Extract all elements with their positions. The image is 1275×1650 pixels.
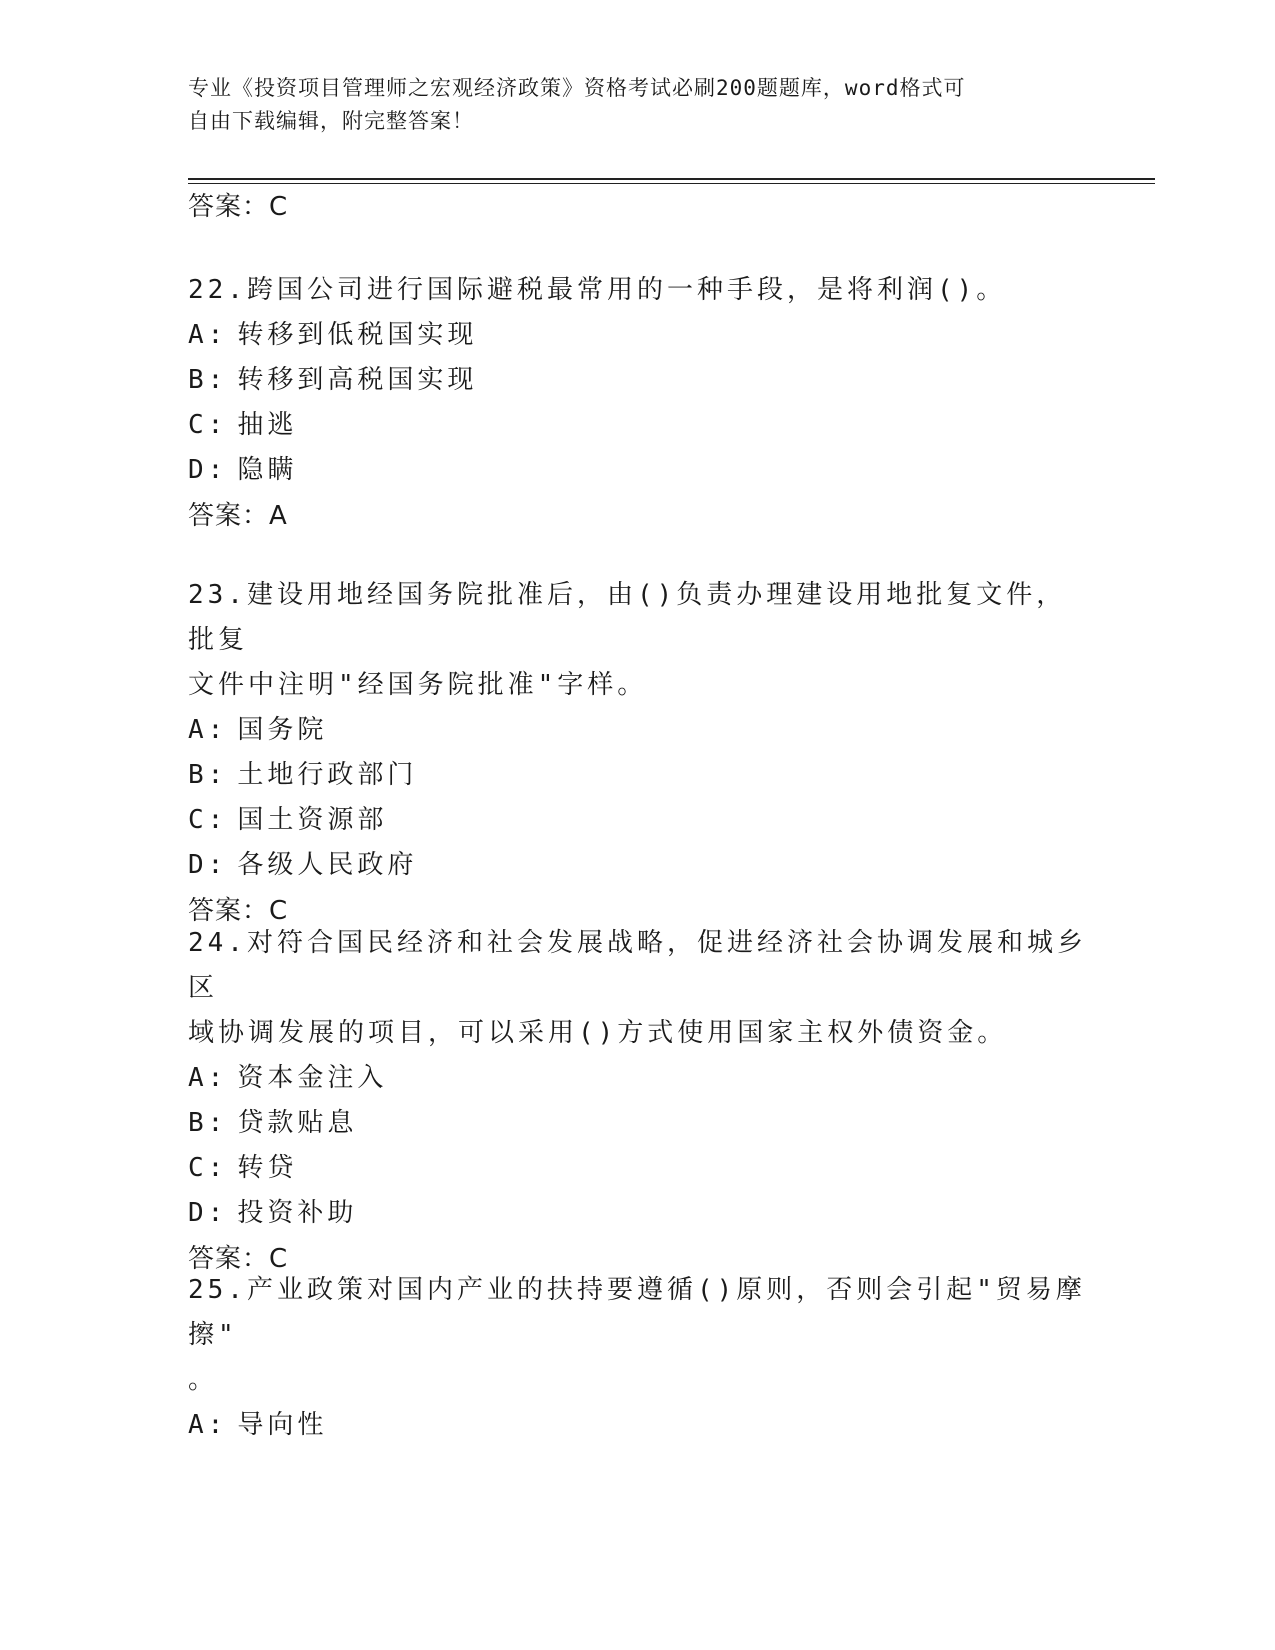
option-c <box>188 798 1088 843</box>
option-text: 投资补助 <box>237 1198 358 1228</box>
option-key: B: <box>188 760 228 790</box>
question-stem-line-1: 24.对符合国民经济和社会发展战略，促进经济社会协调发展和城乡区 <box>188 928 1087 1003</box>
question-stem-line-1: 23.建设用地经国务院批准后，由()负责办理建设用地批复文件，批复 <box>188 580 1067 655</box>
answer: 答案：C <box>188 896 289 926</box>
question-stem-line-1: 25.产业政策对国内产业的扶持要遵循()原则，否则会引起"贸易摩擦" <box>188 1275 1086 1350</box>
option-d <box>188 843 1088 888</box>
option-key: D: <box>188 455 228 485</box>
option-d <box>188 448 1088 493</box>
option-text: 抽逃 <box>237 410 298 440</box>
question-stem-line-2: 域协调发展的项目，可以采用()方式使用国家主权外债资金。 <box>188 1018 1008 1048</box>
option-b <box>188 358 1088 403</box>
option-key: D: <box>188 850 228 880</box>
question-stem-line-2: 。 <box>188 1365 219 1395</box>
option-key: A: <box>188 320 228 350</box>
option-text: 转贷 <box>237 1153 298 1183</box>
option-text: 隐瞒 <box>237 455 298 485</box>
answer-previous: 答案：C <box>188 192 289 222</box>
option-text: 国务院 <box>237 715 328 745</box>
option-text: 转移到高税国实现 <box>237 365 478 395</box>
option-key: B: <box>188 1108 228 1138</box>
option-key: A: <box>188 1410 228 1440</box>
option-c <box>188 403 1088 448</box>
option-key: D: <box>188 1198 228 1228</box>
header-line-1: 专业《投资项目管理师之宏观经济政策》资格考试必刷200题题库，word格式可 <box>188 76 966 100</box>
question-25 <box>188 1268 1088 1448</box>
option-c <box>188 1146 1088 1191</box>
option-key: B: <box>188 365 228 395</box>
option-key: A: <box>188 715 228 745</box>
question-24 <box>188 921 1088 1282</box>
question-stem-line-2: 文件中注明"经国务院批准"字样。 <box>188 670 648 700</box>
option-text: 各级人民政府 <box>237 850 418 880</box>
option-text: 转移到低税国实现 <box>237 320 478 350</box>
option-text: 贷款贴息 <box>237 1108 358 1138</box>
option-b <box>188 1101 1088 1146</box>
option-b <box>188 753 1088 798</box>
header-line-2: 自由下载编辑，附完整答案！ <box>188 109 474 133</box>
option-text: 国土资源部 <box>237 805 388 835</box>
header-divider-thick <box>188 178 1155 180</box>
question-23 <box>188 573 1088 934</box>
document-header <box>188 72 1068 138</box>
answer: 答案：C <box>188 1244 289 1274</box>
option-a <box>188 1056 1088 1101</box>
question-stem: 22.跨国公司进行国际避税最常用的一种手段，是将利润()。 <box>188 275 1007 305</box>
option-a <box>188 708 1088 753</box>
option-key: A: <box>188 1063 228 1093</box>
option-text: 资本金注入 <box>237 1063 388 1093</box>
option-a <box>188 313 1088 358</box>
option-key: C: <box>188 410 228 440</box>
question-22 <box>188 268 1088 539</box>
option-text: 导向性 <box>237 1410 328 1440</box>
option-a <box>188 1403 1088 1448</box>
option-d <box>188 1191 1088 1236</box>
answer: 答案：A <box>188 501 288 531</box>
option-text: 土地行政部门 <box>237 760 418 790</box>
option-key: C: <box>188 1153 228 1183</box>
option-key: C: <box>188 805 228 835</box>
